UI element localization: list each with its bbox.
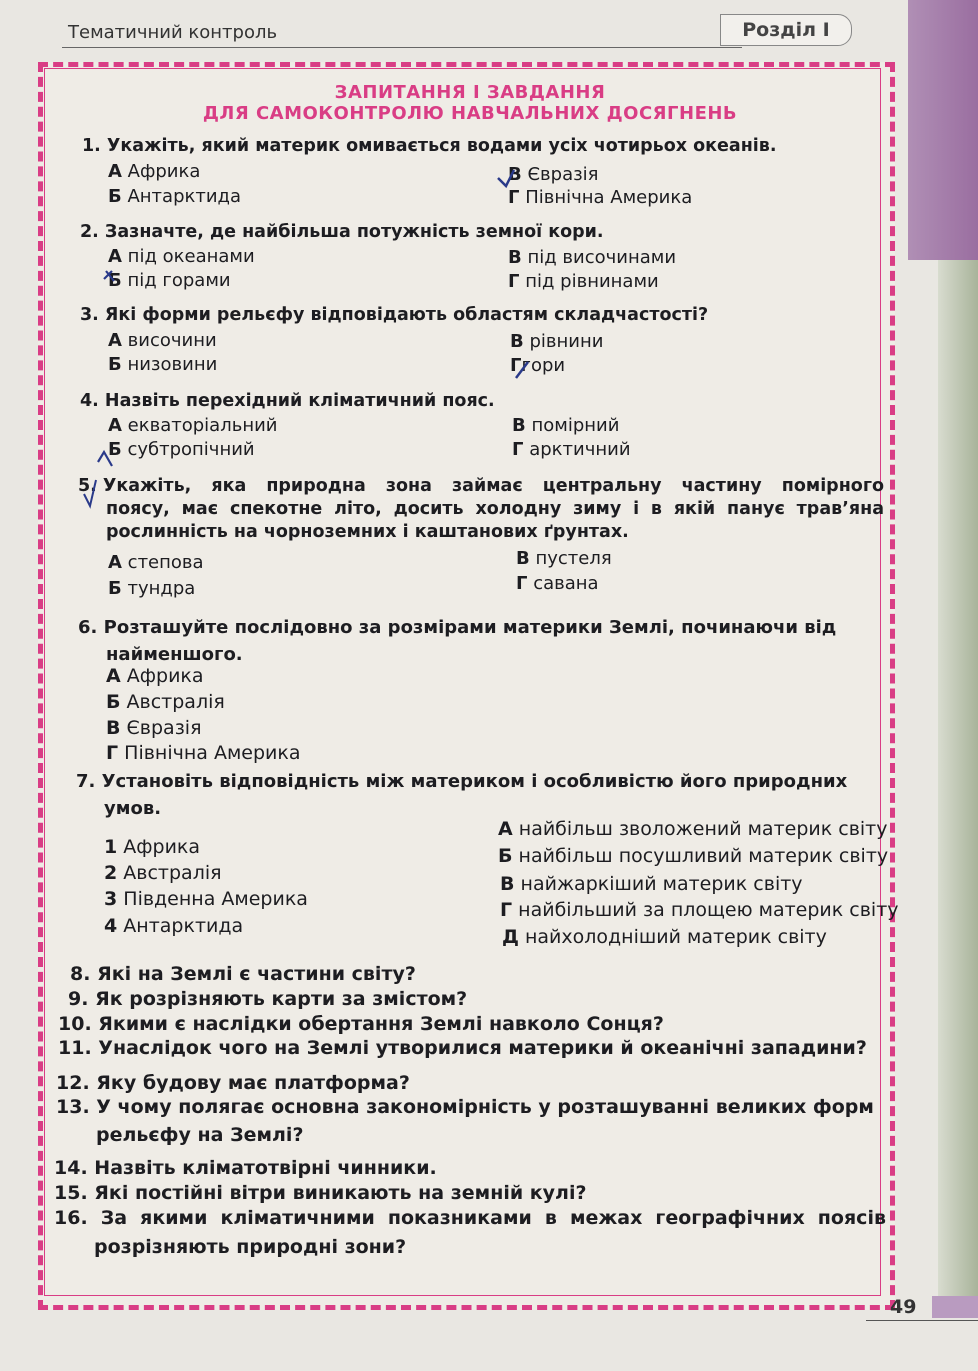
option-letter: Г [106,742,119,764]
match-text: Австралія [123,862,222,884]
option-text: екваторіальний [127,415,278,436]
question-text: Яку будову має платформа? [96,1072,410,1094]
match-text: найжаркіший материк світу [520,873,803,895]
question-number: 11. [58,1037,92,1059]
option-text: арктичний [529,439,631,460]
question-text: найменшого. [106,644,243,665]
option-letter: В [512,415,526,436]
question-number: 14. [54,1157,88,1179]
page-tab [932,1296,978,1318]
title-line-1: ЗАПИТАННЯ І ЗАВДАННЯ [334,82,606,103]
match-text: Антарктида [123,915,244,937]
option-text: височини [127,330,217,351]
option-text: помірний [531,415,620,436]
option-letter: А [106,665,121,687]
option-letter: В [508,164,522,185]
match-letter: В [500,873,515,895]
question-text: Якими є наслідки обертання Землі навколо Сонця? [98,1013,664,1035]
page-number: 49 [890,1296,917,1318]
match-text: Південна Америка [123,888,308,910]
option-text: тундра [127,578,196,599]
match-text: найхолодніший материк світу [524,926,827,948]
question-number: 5. [78,476,97,496]
option-text: рівнини [529,331,604,352]
option-letter: Б [108,186,122,207]
question-number: 1. [82,136,101,156]
option-letter: А [108,246,122,267]
question-text: рослинність на чорноземних і каштанових ґрунтах. [106,522,629,542]
match-letter: Д [502,926,519,948]
question-text: Як розрізняють карти за змістом? [95,988,468,1010]
match-number: 1 [104,836,118,858]
question-text: Установіть відповідність між материком і особливістю його природних [101,771,848,792]
match-letter: Б [498,845,513,867]
question-text: Зазначте, де найбільша потужність земної кори. [104,222,604,242]
match-number: 3 [104,888,118,910]
option-letter: Б [108,270,122,291]
question-text: Які форми рельєфу відповідають областям складчастості? [104,305,709,325]
page-rule [866,1320,978,1321]
pen-mark [104,271,114,281]
option-text: Євразія [527,164,599,185]
option-text: пустеля [535,548,612,569]
option-text: під горами [127,270,231,291]
option-text: субтропічний [127,439,255,460]
option-letter: Б [108,439,122,460]
option-text: під океанами [127,246,255,267]
option-letter: А [108,330,122,351]
question-number: 9. [68,988,89,1010]
question-text: рельєфу на Землі? [96,1124,304,1146]
pen-mark [516,362,528,378]
match-text: найбільш посушливий материк світу [518,845,889,867]
question-number: 2. [80,222,99,242]
option-letter: Г [508,271,520,292]
question-number: 10. [58,1013,92,1035]
option-letter: Г [516,573,528,594]
pen-mark [98,452,112,466]
section-tab: Розділ I [720,14,852,46]
question-number: 4. [80,391,99,411]
question-text: Назвіть перехідний кліматичний пояс. [104,391,495,411]
question-text: Розташуйте послідовно за розмірами материки Землі, починаючи від [103,617,837,638]
question-number: 16. [54,1207,88,1229]
question-number: 7. [76,771,96,792]
option-text: савана [533,573,599,594]
question-text: Унаслідок чого на Землі утворилися материки й океанічні западини? [98,1037,867,1059]
question-text: За якими кліматичними показниками в межах географічних поясів [100,1207,886,1229]
title-line-2: ДЛЯ САМОКОНТРОЛЮ НАВЧАЛЬНИХ ДОСЯГНЕНЬ [202,103,738,124]
option-letter: Б [106,691,121,713]
question-number: 8. [70,963,91,985]
option-text: Північна Америка [124,742,301,764]
option-letter: Б [108,354,122,375]
match-number: 2 [104,862,118,884]
option-letter: Г [512,439,524,460]
match-text: Африка [123,836,201,858]
question-text: Укажіть, який материк омивається водами усіх чотирьох океанів. [106,136,777,156]
option-text: Антарктида [127,186,242,207]
option-letter: В [508,247,522,268]
question-text: Які постійні вітри виникають на земній кулі? [94,1182,587,1204]
question-number: 13. [56,1096,90,1118]
question-text: розрізняють природні зони? [94,1236,407,1258]
option-text: Африка [126,665,204,687]
option-letter: А [108,552,122,573]
option-text: Північна Америка [525,187,693,208]
option-text: Австралія [126,691,225,713]
question-number: 15. [54,1182,88,1204]
match-text: найбільш зволожений материк світу [518,818,888,840]
option-letter: В [106,717,121,739]
option-letter: А [108,161,122,182]
option-letter: А [108,415,122,436]
pen-mark [498,170,514,186]
option-text: Африка [127,161,201,182]
option-text: степова [127,552,204,573]
match-letter: Г [500,899,513,921]
running-head: Тематичний контроль [68,22,278,43]
option-letter: Г [510,355,522,376]
question-number: 6. [78,617,98,638]
option-letter: Г [508,187,520,208]
option-text: під рівнинами [525,271,659,292]
question-text: Які на Землі є частини світу? [97,963,416,985]
option-text: гори [521,355,566,376]
question-text: Назвіть кліматотвірні чинники. [94,1157,437,1179]
question-text: У чому полягає основна закономірність у розташуванні великих форм [96,1096,874,1118]
match-letter: А [498,818,513,840]
pen-mark [84,480,96,506]
match-number: 4 [104,915,118,937]
question-text: поясу, має спекотне літо, досить холодну зиму і в якій панує трав’яна [106,499,884,519]
question-number: 12. [56,1072,90,1094]
question-text: Укажіть, яка природна зона займає центральну частину помірного [102,476,884,496]
option-letter: В [510,331,524,352]
match-text: найбільший за площею материк світу [518,899,899,921]
option-text: низовини [127,354,218,375]
question-text: умов. [104,798,162,819]
option-letter: Б [108,578,122,599]
option-letter: В [516,548,530,569]
option-text: Євразія [126,717,202,739]
question-number: 3. [80,305,99,325]
option-text: під височинами [527,247,677,268]
